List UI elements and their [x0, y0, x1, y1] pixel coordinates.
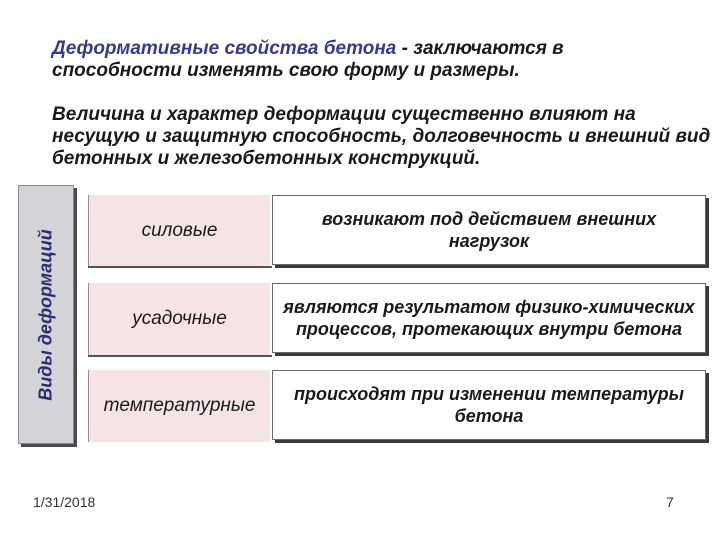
side-label: Виды деформаций: [35, 228, 56, 401]
type-shrinkage: усадочные: [88, 283, 270, 355]
desc-shrinkage: являются результатом физико-химических процессов, протекающих внутри бетона: [272, 283, 706, 353]
divider-line: [88, 355, 272, 357]
divider-line: [88, 266, 272, 268]
footer-date: 1/31/2018: [33, 494, 96, 510]
type-temperature: температурные: [88, 370, 270, 442]
intro-paragraph: [52, 38, 692, 82]
intro-rest: - заключаются в способности изменять свою форму и размеры.: [52, 38, 564, 81]
page-number: 7: [666, 494, 674, 510]
deformation-types-side-panel: [18, 185, 74, 444]
desc-force: возникают под действием внешних нагрузок: [272, 195, 706, 265]
type-force: силовые: [88, 195, 270, 267]
desc-temperature: происходят при изменении температуры бетона: [272, 370, 706, 440]
second-paragraph: Величина и характер деформации существенно влияют на несущую и защитную способность, долговечность и внешний вид бетонных и железобетонных конструкций.: [52, 104, 711, 169]
intro-term: Деформативные свойства бетона: [52, 38, 397, 59]
